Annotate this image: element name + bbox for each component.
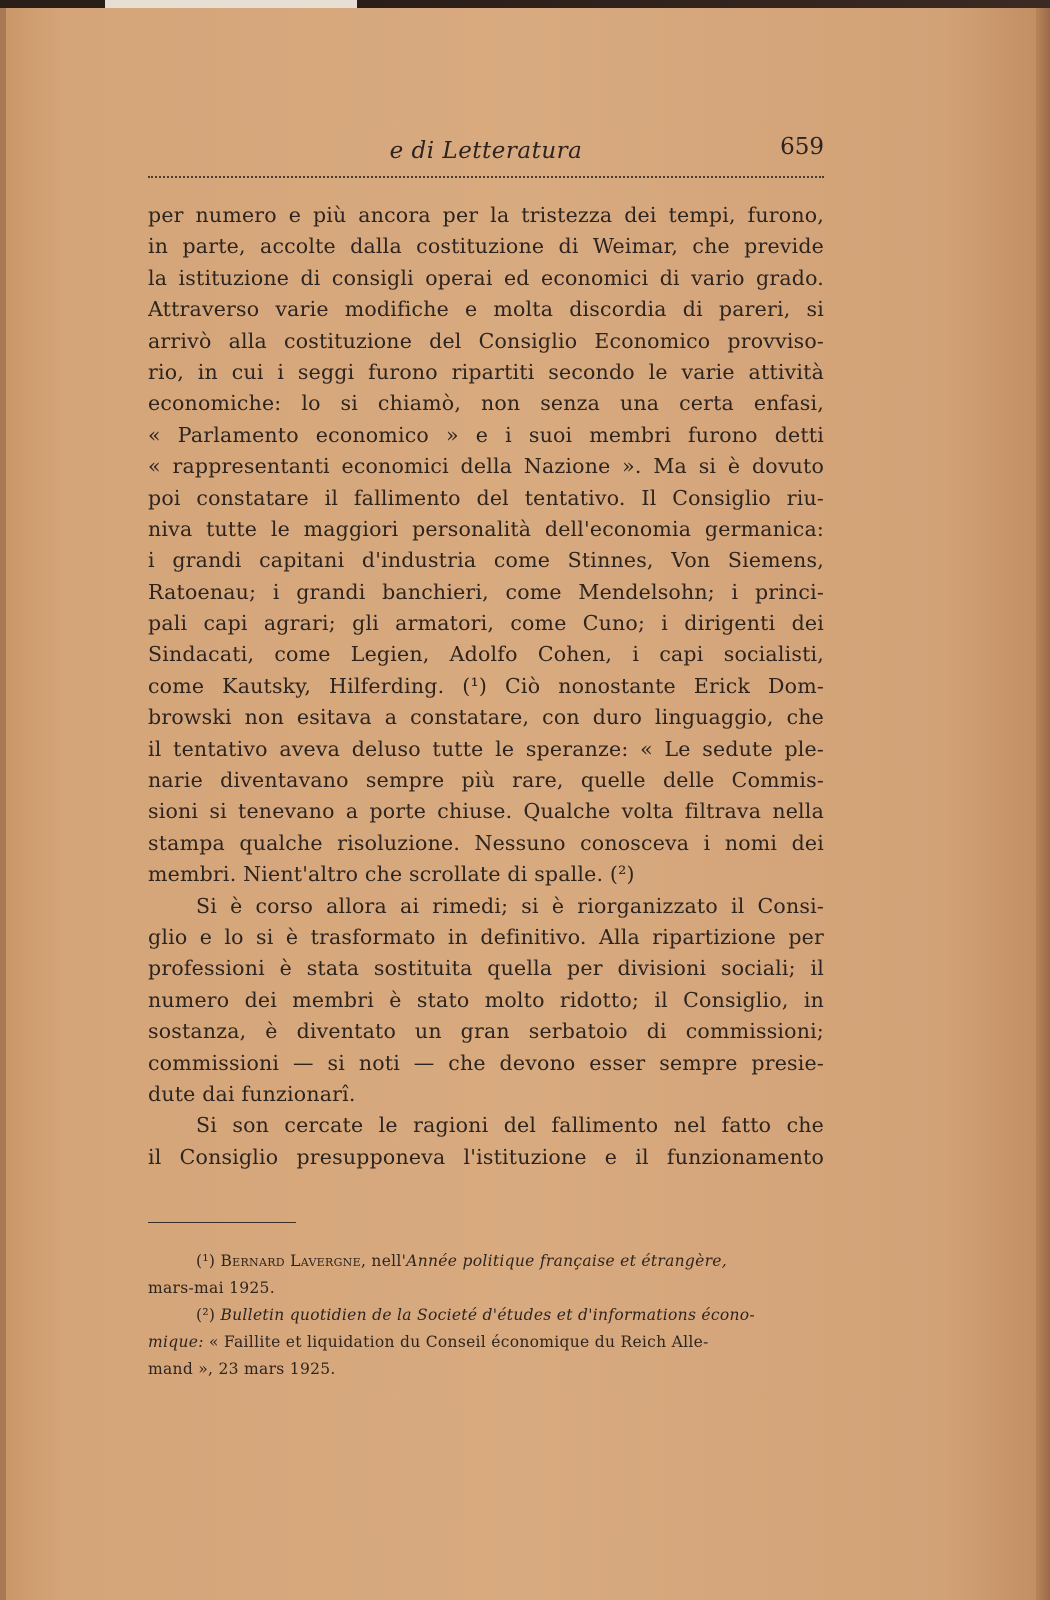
header-rule <box>148 176 824 178</box>
footnote-1-mark: (¹) <box>196 1252 216 1270</box>
scan-left-edge <box>0 8 6 1600</box>
scan-top-edge <box>0 0 1050 8</box>
footnote-1-author: Bernard Lavergne, <box>220 1252 367 1270</box>
body-line: in parte, accolte dalla costituzione di Weimar, che previde <box>148 234 824 259</box>
footnotes <box>148 1248 824 1383</box>
body-line: glio e lo si è trasformato in definitivo. Alla ripartizione per <box>148 924 824 949</box>
body-line: come Kautsky, Hilferding. (¹) Ciò nonostante Erick Dom- <box>148 673 824 698</box>
page-number: 659 <box>780 134 824 160</box>
body-line: « rappresentanti economici della Nazione ». Ma si è dovuto <box>148 454 824 479</box>
body-line: poi constatare il fallimento del tentativo. Il Consiglio riu- <box>148 485 824 510</box>
body-line: pali capi agrari; gli armatori, come Cuno; i dirigenti dei <box>148 611 824 636</box>
footnote-2-rest-b: mand », 23 mars 1925. <box>148 1360 336 1378</box>
body-line: Sindacati, come Legien, Adolfo Cohen, i capi socialisti, <box>148 642 824 667</box>
body-line: commissioni — si noti — che devono esser sempre presie- <box>148 1050 824 1075</box>
running-title: e di Letteratura <box>389 138 583 164</box>
body-line: « Parlamento economico » e i suoi membri furono detti <box>148 422 824 447</box>
footnote-2-line-1 <box>148 1302 824 1329</box>
footnote-2-title-b: mique: <box>148 1333 204 1351</box>
body-line: arrivò alla costituzione del Consiglio Economico provviso- <box>148 328 824 353</box>
footnote-1-line-2 <box>148 1275 824 1302</box>
body-line: sostanza, è diventato un gran serbatoio di commissioni; <box>148 1019 824 1044</box>
body-line: per numero e più ancora per la tristezza dei tempi, furono, <box>148 203 824 227</box>
body-line: rio, in cui i seggi furono ripartiti secondo le varie attività <box>148 359 824 384</box>
body-line: professioni è stata sostituita quella per divisioni sociali; il <box>148 956 824 981</box>
body-line: i grandi capitani d'industria come Stinnes, Von Siemens, <box>148 548 824 573</box>
body-line: membri. Nient'altro che scrollate di spalle. (²) <box>148 862 635 887</box>
footnote-rule <box>148 1222 296 1223</box>
footnote-1-date: mars-mai 1925. <box>148 1279 275 1297</box>
body-line: Si son cercate le ragioni del fallimento nel fatto che <box>196 1113 824 1138</box>
footnote-1-line-1 <box>148 1248 824 1275</box>
body-line: sioni si tenevano a porte chiuse. Qualche volta filtrava nella <box>148 799 824 824</box>
footnote-2-line-3 <box>148 1356 824 1383</box>
body-line: browski non esitava a constatare, con duro linguaggio, che <box>148 705 824 730</box>
body-line: il Consiglio presupponeva l'istituzione e il funzionamento <box>148 1144 824 1169</box>
body-line: numero dei membri è stato molto ridotto; il Consiglio, in <box>148 987 824 1012</box>
body-text <box>148 200 824 1173</box>
footnote-2-rest-a: « Faillite et liquidation du Conseil économique du Reich Alle- <box>209 1333 709 1351</box>
body-line: economiche: lo si chiamò, non senza una certa enfasi, <box>148 391 824 416</box>
body-line: Attraverso varie modifiche e molta discordia di pareri, si <box>148 297 824 322</box>
footnote-2-line-2 <box>148 1329 824 1356</box>
body-line: il tentativo aveva deluso tutte le speranze: « Le sedute ple- <box>148 736 824 761</box>
footnote-2-mark: (²) <box>196 1306 216 1324</box>
body-line: niva tutte le maggiori personalità dell'economia germanica: <box>148 516 824 541</box>
body-line: Si è corso allora ai rimedi; si è riorganizzato il Consi- <box>196 893 824 918</box>
footnote-1-title: Année politique française et étrangère, <box>406 1252 728 1270</box>
page-header <box>148 130 824 170</box>
scan-right-edge <box>1036 8 1050 1600</box>
footnote-1-pre: nell' <box>371 1252 407 1270</box>
footnote-2-title-a: Bulletin quotidien de la Societé d'études et d'informations écono- <box>220 1306 755 1324</box>
body-line: stampa qualche risoluzione. Nessuno conosceva i nomi dei <box>148 830 824 855</box>
body-line: Ratoenau; i grandi banchieri, come Mendelsohn; i princi- <box>148 579 824 604</box>
body-line: dute dai funzionarî. <box>148 1081 356 1106</box>
body-line: la istituzione di consigli operai ed economici di vario grado. <box>148 265 824 290</box>
body-line: narie diventavano sempre più rare, quelle delle Commis- <box>148 768 824 793</box>
